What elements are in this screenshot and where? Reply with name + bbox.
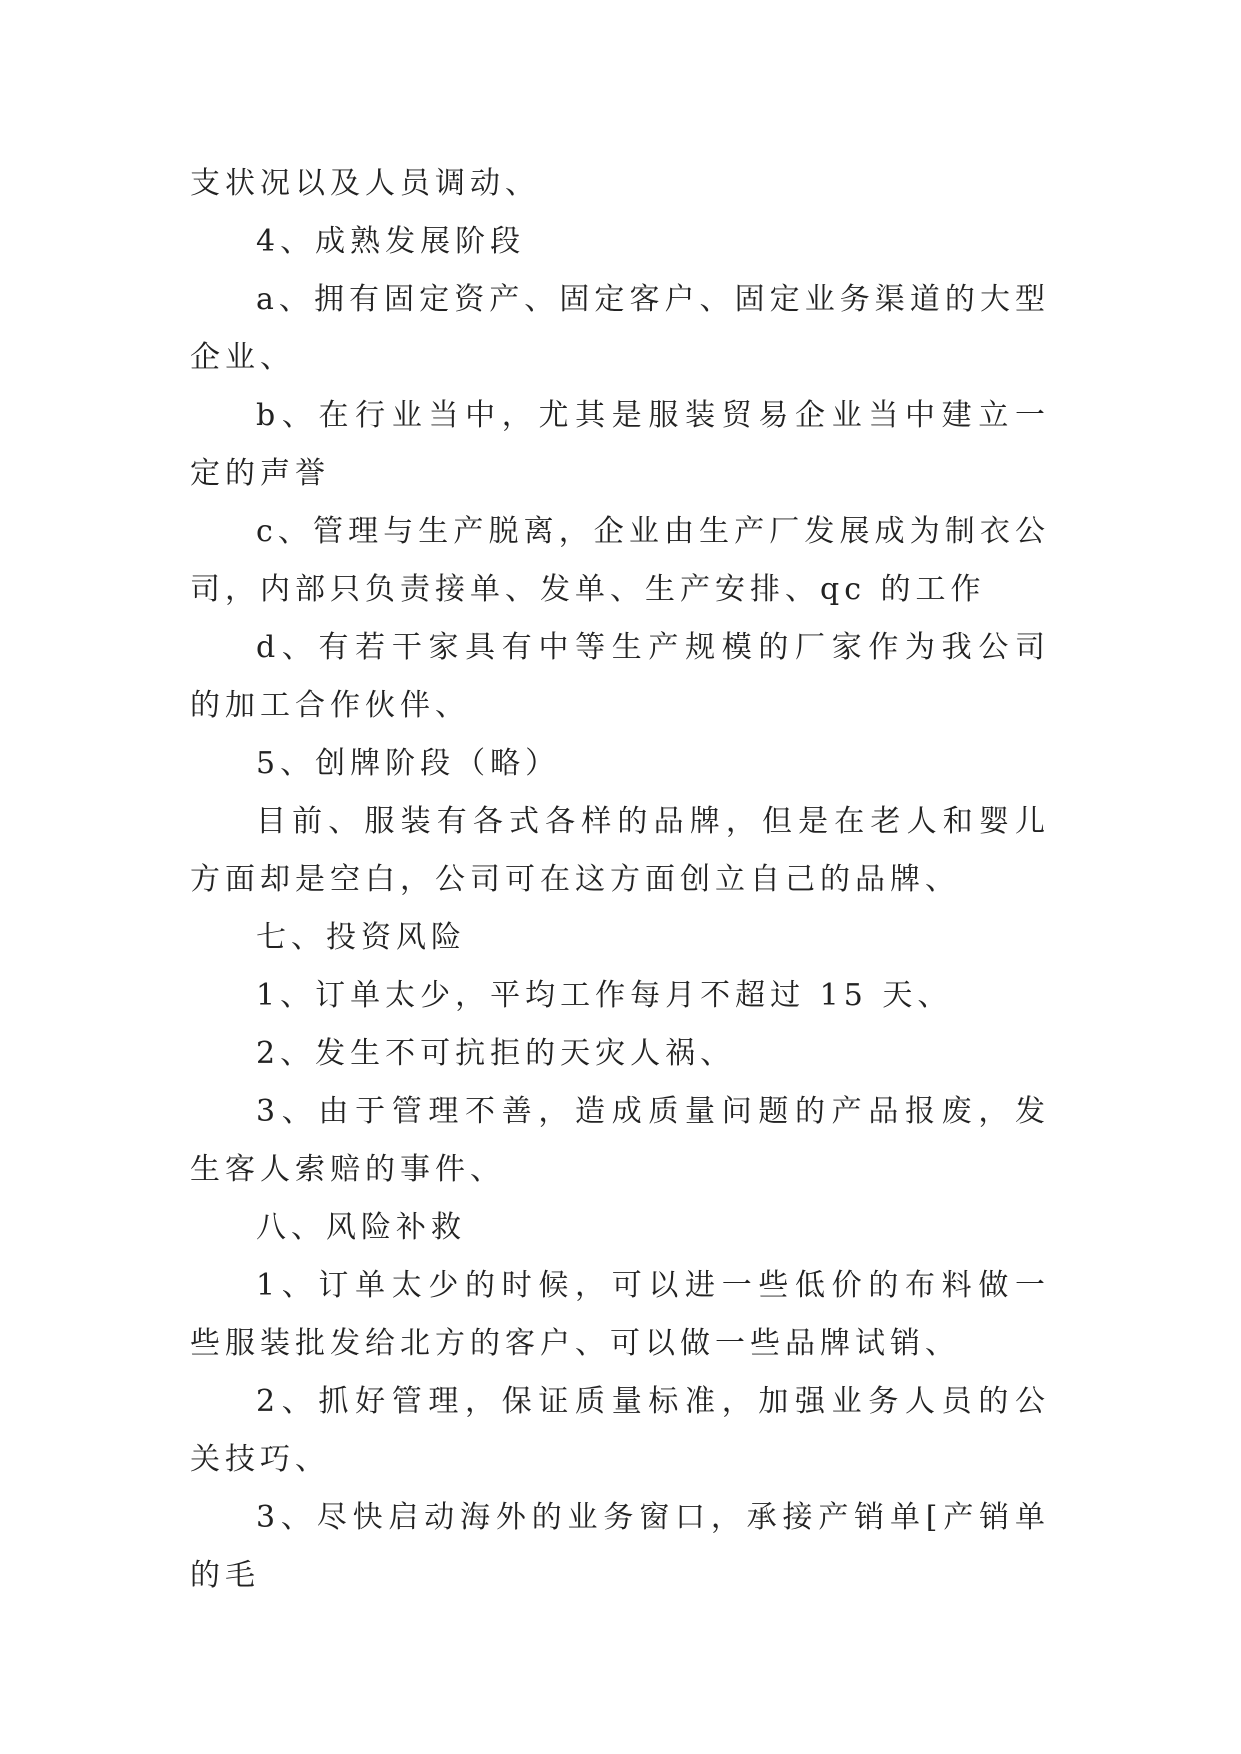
list-item: c、管理与生产脱离，企业由生产厂发展成为制衣公司，内部只负责接单、发单、生产安排、qc 的工作: [190, 514, 1050, 607]
section-heading: 七、投资风险: [256, 920, 466, 955]
section-heading: 5、创牌阶段（略）: [256, 746, 561, 781]
list-item: 2、抓好管理，保证质量标准，加强业务人员的公关技巧、: [190, 1384, 1050, 1477]
list-item: 1、订单太少，平均工作每月不超过 15 天、: [256, 978, 953, 1013]
document-body: [190, 155, 1050, 1605]
list-item: a、拥有固定资产、固定客户、固定业务渠道的大型企业、: [190, 282, 1050, 375]
list-item: 3、由于管理不善，造成质量问题的产品报废，发生客人索赔的事件、: [190, 1094, 1050, 1187]
list-item: 1、订单太少的时候，可以进一些低价的布料做一些服装批发给北方的客户、可以做一些品牌试销、: [190, 1268, 1050, 1361]
list-item: b、在行业当中，尤其是服装贸易企业当中建立一定的声誉: [190, 398, 1050, 491]
list-item: 3、尽快启动海外的业务窗口，承接产销单[产销单的毛: [190, 1500, 1050, 1593]
section-heading: 八、风险补救: [256, 1210, 466, 1245]
list-item: 2、发生不可抗拒的天灾人祸、: [256, 1036, 736, 1071]
section-heading: 4、成熟发展阶段: [256, 224, 526, 259]
list-item: d、有若干家具有中等生产规模的厂家作为我公司的加工合作伙伴、: [190, 630, 1050, 723]
paragraph: 目前、服装有各式各样的品牌，但是在老人和婴儿方面却是空白，公司可在这方面创立自己的品牌、: [190, 804, 1050, 897]
paragraph: 支状况以及人员调动、: [190, 166, 540, 201]
